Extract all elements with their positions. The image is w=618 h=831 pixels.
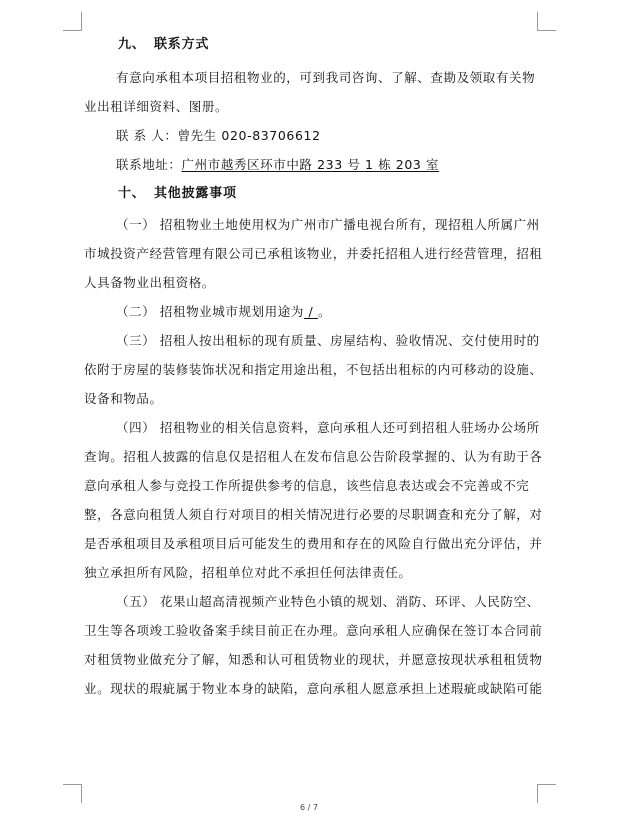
item-2-suffix: 。 [317,304,332,319]
paragraph-line: 业。现状的瑕疵属于物业本身的缺陷，意向承租人愿意承担上述瑕疵或缺陷可能 [84,681,543,696]
section-number: 十、 [118,186,146,201]
section-10-heading [84,185,534,203]
address-label: 联系地址： [116,157,182,172]
paragraph-line [84,303,534,321]
paragraph-line: （五） 花果山超高清视频产业特色小镇的规划、消防、环评、人民防空、 [116,594,540,609]
contact-value: 曾先生 020-83706612 [177,128,321,143]
crop-mark-top-left [63,12,82,31]
paragraph-line: 意向承租人参与竞投工作所提供参考的信息，该些信息表达或会不完善或不完 [84,478,530,493]
paragraph-line: （四） 招租物业的相关信息资料，意向承租人还可到招租人驻场办公场所 [116,420,540,435]
section-number: 九、 [118,37,146,52]
paragraph-line: （三） 招租人按出租标的现有质量、房屋结构、验收情况、交付使用时的 [116,333,540,348]
page-body [84,30,543,698]
crop-mark-bottom-left [63,784,82,803]
contact-label: 联 系 人： [116,128,178,143]
contact-address [84,156,534,174]
paragraph-line: 依附于房屋的装修装饰状况和指定用途出租，不包括出租标的内可移动的设施、 [84,362,543,377]
crop-mark-top-right [537,12,556,31]
paragraph-line: 卫生等各项竣工验收备案手续目前正在办理。意向承租人应确保在签订本合同前 [84,623,543,638]
paragraph-line: 有意向承租本项目招租物业的，可到我司咨询、了解、查勘及领取有关物 [116,70,536,85]
paragraph-line: 整，各意向租赁人须自行对项目的相关情况进行必要的尽职调查和充分了解，对 [84,507,543,522]
paragraph-line: 独立承担所有风险，招租单位对此不承担任何法律责任。 [84,565,412,580]
paragraph-line: 对租赁物业做充分了解，知悉和认可租赁物业的现状，并愿意按现状承租租赁物 [84,652,543,667]
section-title: 联系方式 [154,37,210,52]
paragraph-line: 设备和物品。 [84,391,163,406]
address-value: 广州市越秀区环市中路 233 号 1 栋 203 室 [181,157,440,172]
planning-use-value: / [303,304,318,319]
section-title: 其他披露事项 [154,186,237,201]
paragraph-line: 市城投资产经营管理有限公司已承租该物业，并委托招租人进行经营管理，招租 [84,246,543,261]
crop-mark-bottom-right [537,784,556,803]
section-9-heading [84,36,534,54]
item-2-text: （二） 招租物业城市规划用途为 [116,304,304,319]
page-number: 6 / 7 [300,803,318,812]
paragraph-line: 是否承租项目及承租项目后可能发生的费用和存在的风险自行做出充分评估，并 [84,536,543,551]
paragraph-line: （一） 招租物业土地使用权为广州市广播电视台所有，现招租人所属广州 [116,217,540,232]
paragraph-line: 人具备物业出租资格。 [84,275,216,290]
contact-person [84,127,534,145]
paragraph-line: 查询。招租人披露的信息仅是招租人在发布信息公告阶段掌握的、认为有助于各 [84,449,543,464]
paragraph-line: 业出租详细资料、图册。 [84,99,229,114]
